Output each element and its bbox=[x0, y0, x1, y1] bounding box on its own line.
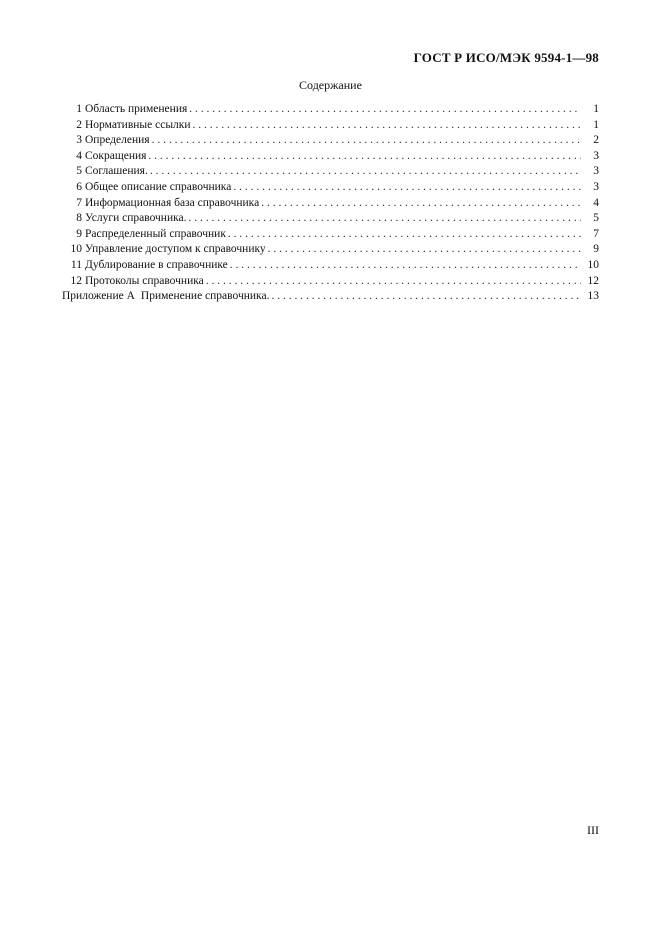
toc-entry-page: 9 bbox=[593, 243, 599, 256]
toc-entry-page: 3 bbox=[593, 149, 599, 162]
toc-entry-page: 1 bbox=[593, 103, 599, 115]
toc-entry[interactable] bbox=[62, 211, 599, 227]
toc-entry-title: Определения bbox=[85, 134, 150, 147]
toc-entry[interactable] bbox=[62, 164, 599, 180]
toc-entry-number: Приложение А bbox=[62, 290, 135, 303]
document-code-header: ГОСТ Р ИСО/МЭК 9594-1—98 bbox=[413, 50, 599, 65]
toc-dot-leader bbox=[206, 274, 581, 290]
toc-entry[interactable] bbox=[62, 274, 599, 290]
table-of-contents bbox=[62, 102, 599, 305]
toc-entry-title: Дублирование в справочнике bbox=[85, 258, 228, 271]
toc-entry-page: 3 bbox=[593, 180, 599, 193]
toc-title: Содержание bbox=[299, 78, 362, 92]
toc-dot-leader bbox=[230, 258, 581, 274]
toc-dot-leader bbox=[189, 102, 581, 118]
toc-entry-page: 4 bbox=[593, 196, 599, 209]
toc-entry-title: Общее описание справочника bbox=[85, 180, 232, 193]
toc-entry-number: 10 bbox=[70, 243, 82, 256]
toc-dot-leader bbox=[189, 211, 581, 227]
toc-entry[interactable] bbox=[62, 227, 599, 243]
toc-entry[interactable] bbox=[62, 180, 599, 196]
toc-dot-leader bbox=[228, 227, 581, 243]
toc-entry-title: Нормативные ссылки bbox=[85, 118, 191, 131]
toc-entry-number: 8 bbox=[76, 212, 82, 225]
toc-entry-title: Сокращения bbox=[85, 149, 147, 162]
toc-dot-leader bbox=[233, 180, 581, 196]
toc-entry-page: 1 bbox=[593, 118, 599, 131]
toc-entry[interactable] bbox=[62, 133, 599, 149]
toc-dot-leader bbox=[152, 133, 581, 149]
toc-entry[interactable] bbox=[62, 149, 599, 165]
toc-dot-leader bbox=[271, 289, 581, 305]
toc-entry[interactable] bbox=[62, 196, 599, 212]
page-number: III bbox=[587, 823, 599, 837]
toc-entry-title: Услуги справочника. bbox=[85, 212, 187, 225]
toc-dot-leader bbox=[150, 164, 581, 180]
toc-entry-page: 10 bbox=[587, 258, 599, 271]
toc-entry-number: 1 bbox=[76, 103, 82, 115]
toc-entry-page: 12 bbox=[587, 274, 599, 287]
toc-entry-page: 7 bbox=[593, 227, 599, 240]
toc-entry-number: 9 bbox=[76, 227, 82, 240]
toc-dot-leader bbox=[261, 196, 581, 212]
toc-entry-number: 3 bbox=[76, 134, 82, 147]
toc-dot-leader bbox=[268, 242, 581, 258]
toc-entry-number: 11 bbox=[70, 258, 82, 271]
toc-entry-page: 3 bbox=[593, 165, 599, 178]
toc-entry-title: Информационная база справочника bbox=[85, 196, 260, 209]
toc-entry-appendix[interactable] bbox=[62, 289, 599, 305]
toc-entry-number: 2 bbox=[76, 118, 82, 131]
toc-entry[interactable] bbox=[62, 118, 599, 134]
toc-entry-number: 6 bbox=[76, 180, 82, 193]
toc-entry[interactable] bbox=[62, 102, 599, 118]
toc-entry-title: Распределенный справочник bbox=[85, 227, 226, 240]
toc-dot-leader bbox=[193, 118, 581, 134]
toc-entry-title: Область применения bbox=[85, 103, 188, 115]
toc-entry-title: Применение справочника. bbox=[140, 290, 270, 303]
toc-entry-number: 12 bbox=[70, 274, 82, 287]
toc-entry-page: 2 bbox=[593, 134, 599, 147]
toc-entry[interactable] bbox=[62, 258, 599, 274]
toc-dot-leader bbox=[148, 149, 581, 165]
toc-entry-page: 5 bbox=[593, 212, 599, 225]
toc-entry[interactable] bbox=[62, 242, 599, 258]
toc-entry-number: 4 bbox=[76, 149, 82, 162]
toc-entry-title: Протоколы справочника bbox=[85, 274, 204, 287]
toc-entry-number: 5 bbox=[76, 165, 82, 178]
toc-entry-title: Управление доступом к справочнику bbox=[85, 243, 266, 256]
toc-entry-page: 13 bbox=[587, 290, 599, 303]
toc-entry-title: Соглашения. bbox=[85, 165, 148, 178]
toc-entry-number: 7 bbox=[76, 196, 82, 209]
